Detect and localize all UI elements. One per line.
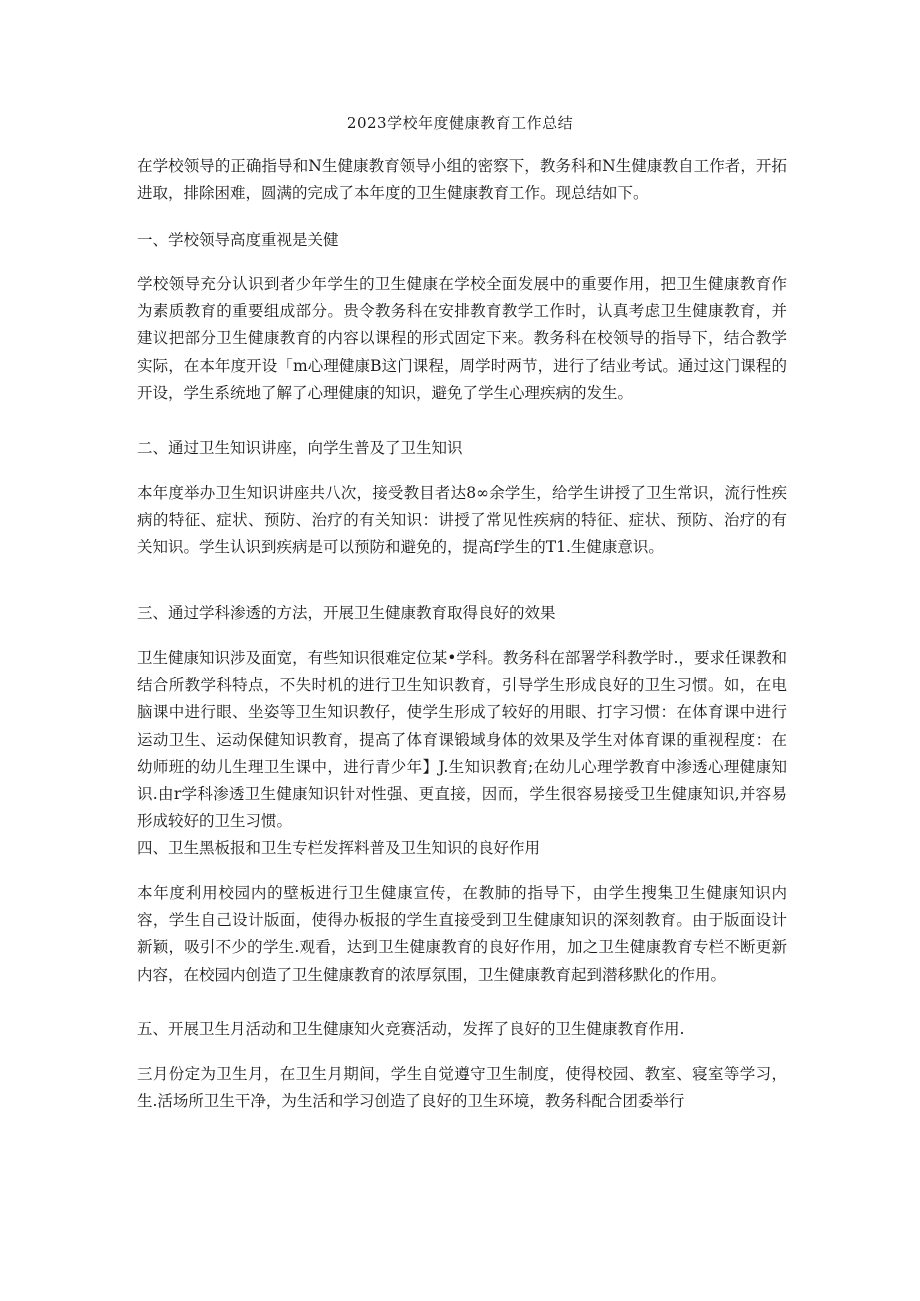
section-3-heading: 三、通过学科渗透的方法，开展卫生健康教育取得良好的效果	[137, 604, 556, 622]
section-1-heading: 一、学校领导高度重视是关健	[137, 231, 339, 249]
section-2-heading: 二、通过卫生知识讲座，向学生普及了卫生知识	[137, 439, 463, 457]
section-4-heading: 四、卫生黑板报和卫生专栏发挥料普及卫生知识的良好作用	[137, 839, 541, 857]
section-5-heading: 五、开展卫生月活动和卫生健康知火竞赛活动，发挥了良好的卫生健康教育作用.	[137, 1020, 685, 1038]
section-5-body: 三月份定为卫生月，在卫生月期间，学生自觉遵守卫生制度，使得校园、教室、寝室等学习，生.活场所卫生干净，为生活和学习创造了良好的卫生环境，教务科配合团委举行	[137, 1065, 787, 1111]
intro-paragraph: 在学校领导的正确指导和N生健康教育领导小组的密察下，教务科和N生健康教自工作者，开拓进取，排除困难，圆满的完成了本年度的卫生健康教育工作。现总结如下。	[137, 157, 787, 203]
section-4-body: 本年度利用校园内的壁板进行卫生健康宣传，在教肺的指导下，由学生搜集卫生健康知识内容，学生自己设计版面，使得办板报的学生直接受到卫生健康知识的深刻教育。由于版面设计新颖，吸引不少的学生.观看，达到卫生健康教育的良好作用，加之卫生健康教育专栏不断更新内容，在校园内创造了卫生健康教育的浓厚氛围，卫生健康教育起到潜移默化的作用。	[137, 884, 787, 984]
section-3-body: 卫生健康知识涉及面宽，有些知识很难定位某•学科。教务科在部署学科教学时.，要求任课教和结合所教学科特点，不失时机的进行卫生知识教育，引导学生形成良好的卫生习惯。如，在电脑课中进行眼、坐姿等卫生知识教仔，使学生形成了较好的用眼、打字习惯：在体育课中进行运动卫生、运动保健知识教育，提高了体育课锻域身体的效果及学生对体育课的重视程度：在幼师班的幼儿生理卫生课中，进行青少年】J.生知识教育;在幼儿心理学教育中渗透心理健康知识.由r学科渗透卫生健康知识针对性强、更直接，因而，学生很容易接受卫生健康知识,并容易形成较好的卫生习惯。	[137, 649, 787, 831]
section-2-body: 本年度举办卫生知识讲座共八次，接受教目者达8∞余学生，给学生讲授了卫生常识，流行性疾病的特征、症状、预防、治疗的有关知识：讲授了常见性疾病的特征、症状、预防、治疗的有关知识。学生认识到疾病是可以预防和避免的，提高f学生的T1.生健康意识。	[137, 484, 787, 557]
section-1-body: 学校领导充分认识到者少年学生的卫生健康在学校全面发展中的重要作用，把卫生健康教育作为素质教育的重要组成部分。贵令教务科在安排教育教学工作时，认真考虑卫生健康教育，并建议把部分卫生健康教育的内容以课程的形式固定下来。教务科在校领导的指导下，结合教学实际，在本年度开设「m心理健康B这门课程，周学时两节，进行了结业考试。通过这门课程的开设，学生系统地了解了心理健康的知识，避免了学生心理疾病的发生。	[137, 275, 787, 402]
document-title: 2023学校年度健康教育工作总结	[346, 114, 574, 132]
